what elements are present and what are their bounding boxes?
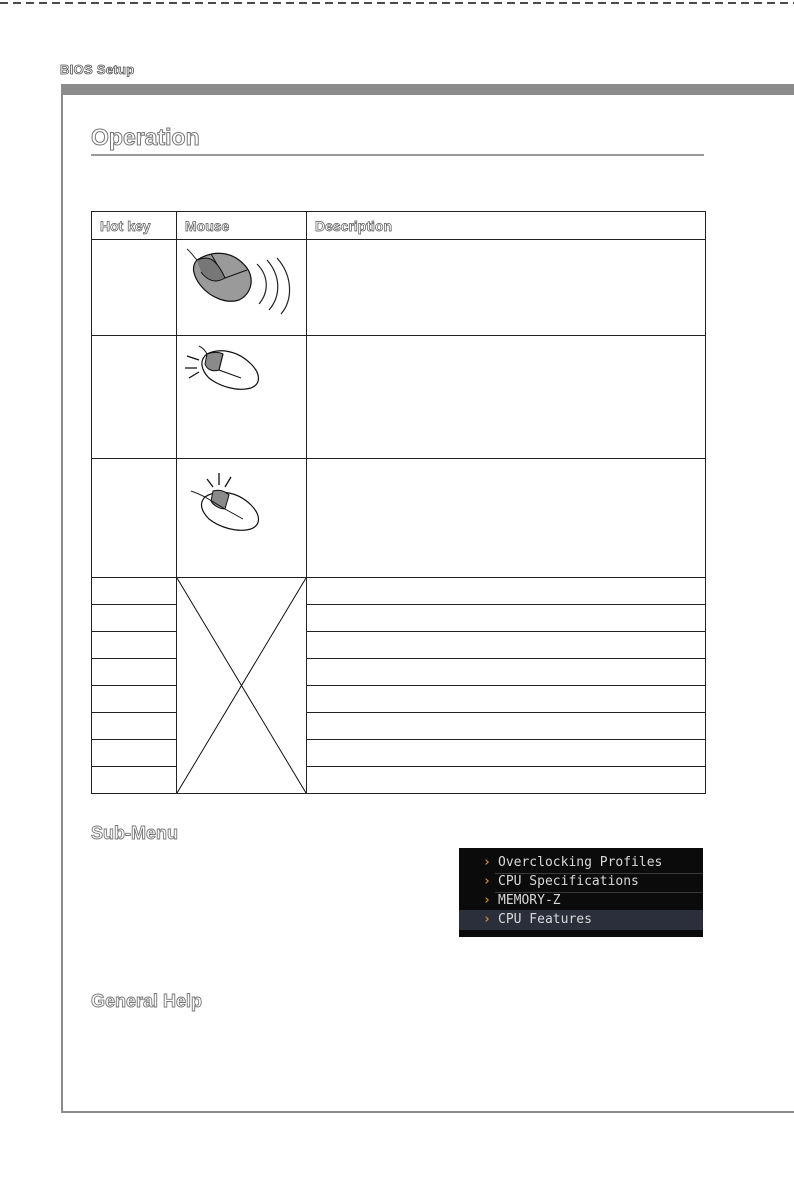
hotkey-cell [92,336,177,459]
sub-menu-item-cpu-features[interactable] [459,910,703,930]
hotkey-table [91,211,706,794]
table-row [92,336,706,459]
mouse-cell [177,459,307,578]
general-help-title: General Help [91,991,203,1011]
hotkey-cell [92,659,177,686]
sub-menu-item-cpu-specifications[interactable] [459,872,703,892]
hotkey-cell [92,240,177,336]
frame-left-border [61,95,63,1113]
description-cell [307,686,706,713]
hotkey-cell [92,767,177,794]
page-top-dashed-line [0,0,794,8]
sub-menu-item-label: CPU Specifications [498,874,639,889]
sub-menu-title: Sub-Menu [91,823,178,843]
mouse-left-click-icon [185,342,300,402]
section-header: BIOS Setup [60,62,135,77]
description-cell [307,459,706,578]
mouse-right-click-icon [185,465,300,535]
hotkey-cell [92,459,177,578]
hotkey-cell [92,740,177,767]
description-cell [307,336,706,459]
description-cell [307,740,706,767]
sub-menu-item-overclocking-profiles[interactable] [459,853,703,873]
mouse-cell [177,240,307,336]
table-row [92,578,706,605]
header-bar [61,84,794,95]
sub-menu-screenshot [459,848,703,937]
table-row [92,240,706,336]
description-cell [307,605,706,632]
description-cell [307,240,706,336]
description-cell [307,713,706,740]
header-hotkey: Hot key [92,212,177,240]
hotkey-cell [92,713,177,740]
chevron-right-icon: › [483,874,491,889]
sub-menu-item-label: CPU Features [498,912,592,927]
chevron-right-icon: › [483,893,491,908]
chevron-right-icon: › [483,855,491,870]
not-applicable-cross [177,578,306,793]
no-mouse-cell [177,578,307,794]
mouse-cell [177,336,307,459]
table-header-row [92,212,706,240]
hotkey-cell [92,686,177,713]
operation-title: Operation [91,124,200,150]
frame-bottom-border [61,1111,794,1113]
sub-menu-item-label: MEMORY-Z [498,893,561,908]
sub-menu-item-memory-z[interactable] [459,891,703,911]
sub-menu-item-label: Overclocking Profiles [498,855,663,870]
mouse-move-icon [185,246,300,316]
description-cell [307,578,706,605]
description-cell [307,659,706,686]
hotkey-cell [92,632,177,659]
title-underline [91,154,704,156]
table-row [92,459,706,578]
header-mouse: Mouse [177,212,307,240]
hotkey-cell [92,578,177,605]
description-cell [307,767,706,794]
chevron-right-icon: › [483,912,491,927]
hotkey-cell [92,605,177,632]
description-cell [307,632,706,659]
header-description: Description [307,212,706,240]
